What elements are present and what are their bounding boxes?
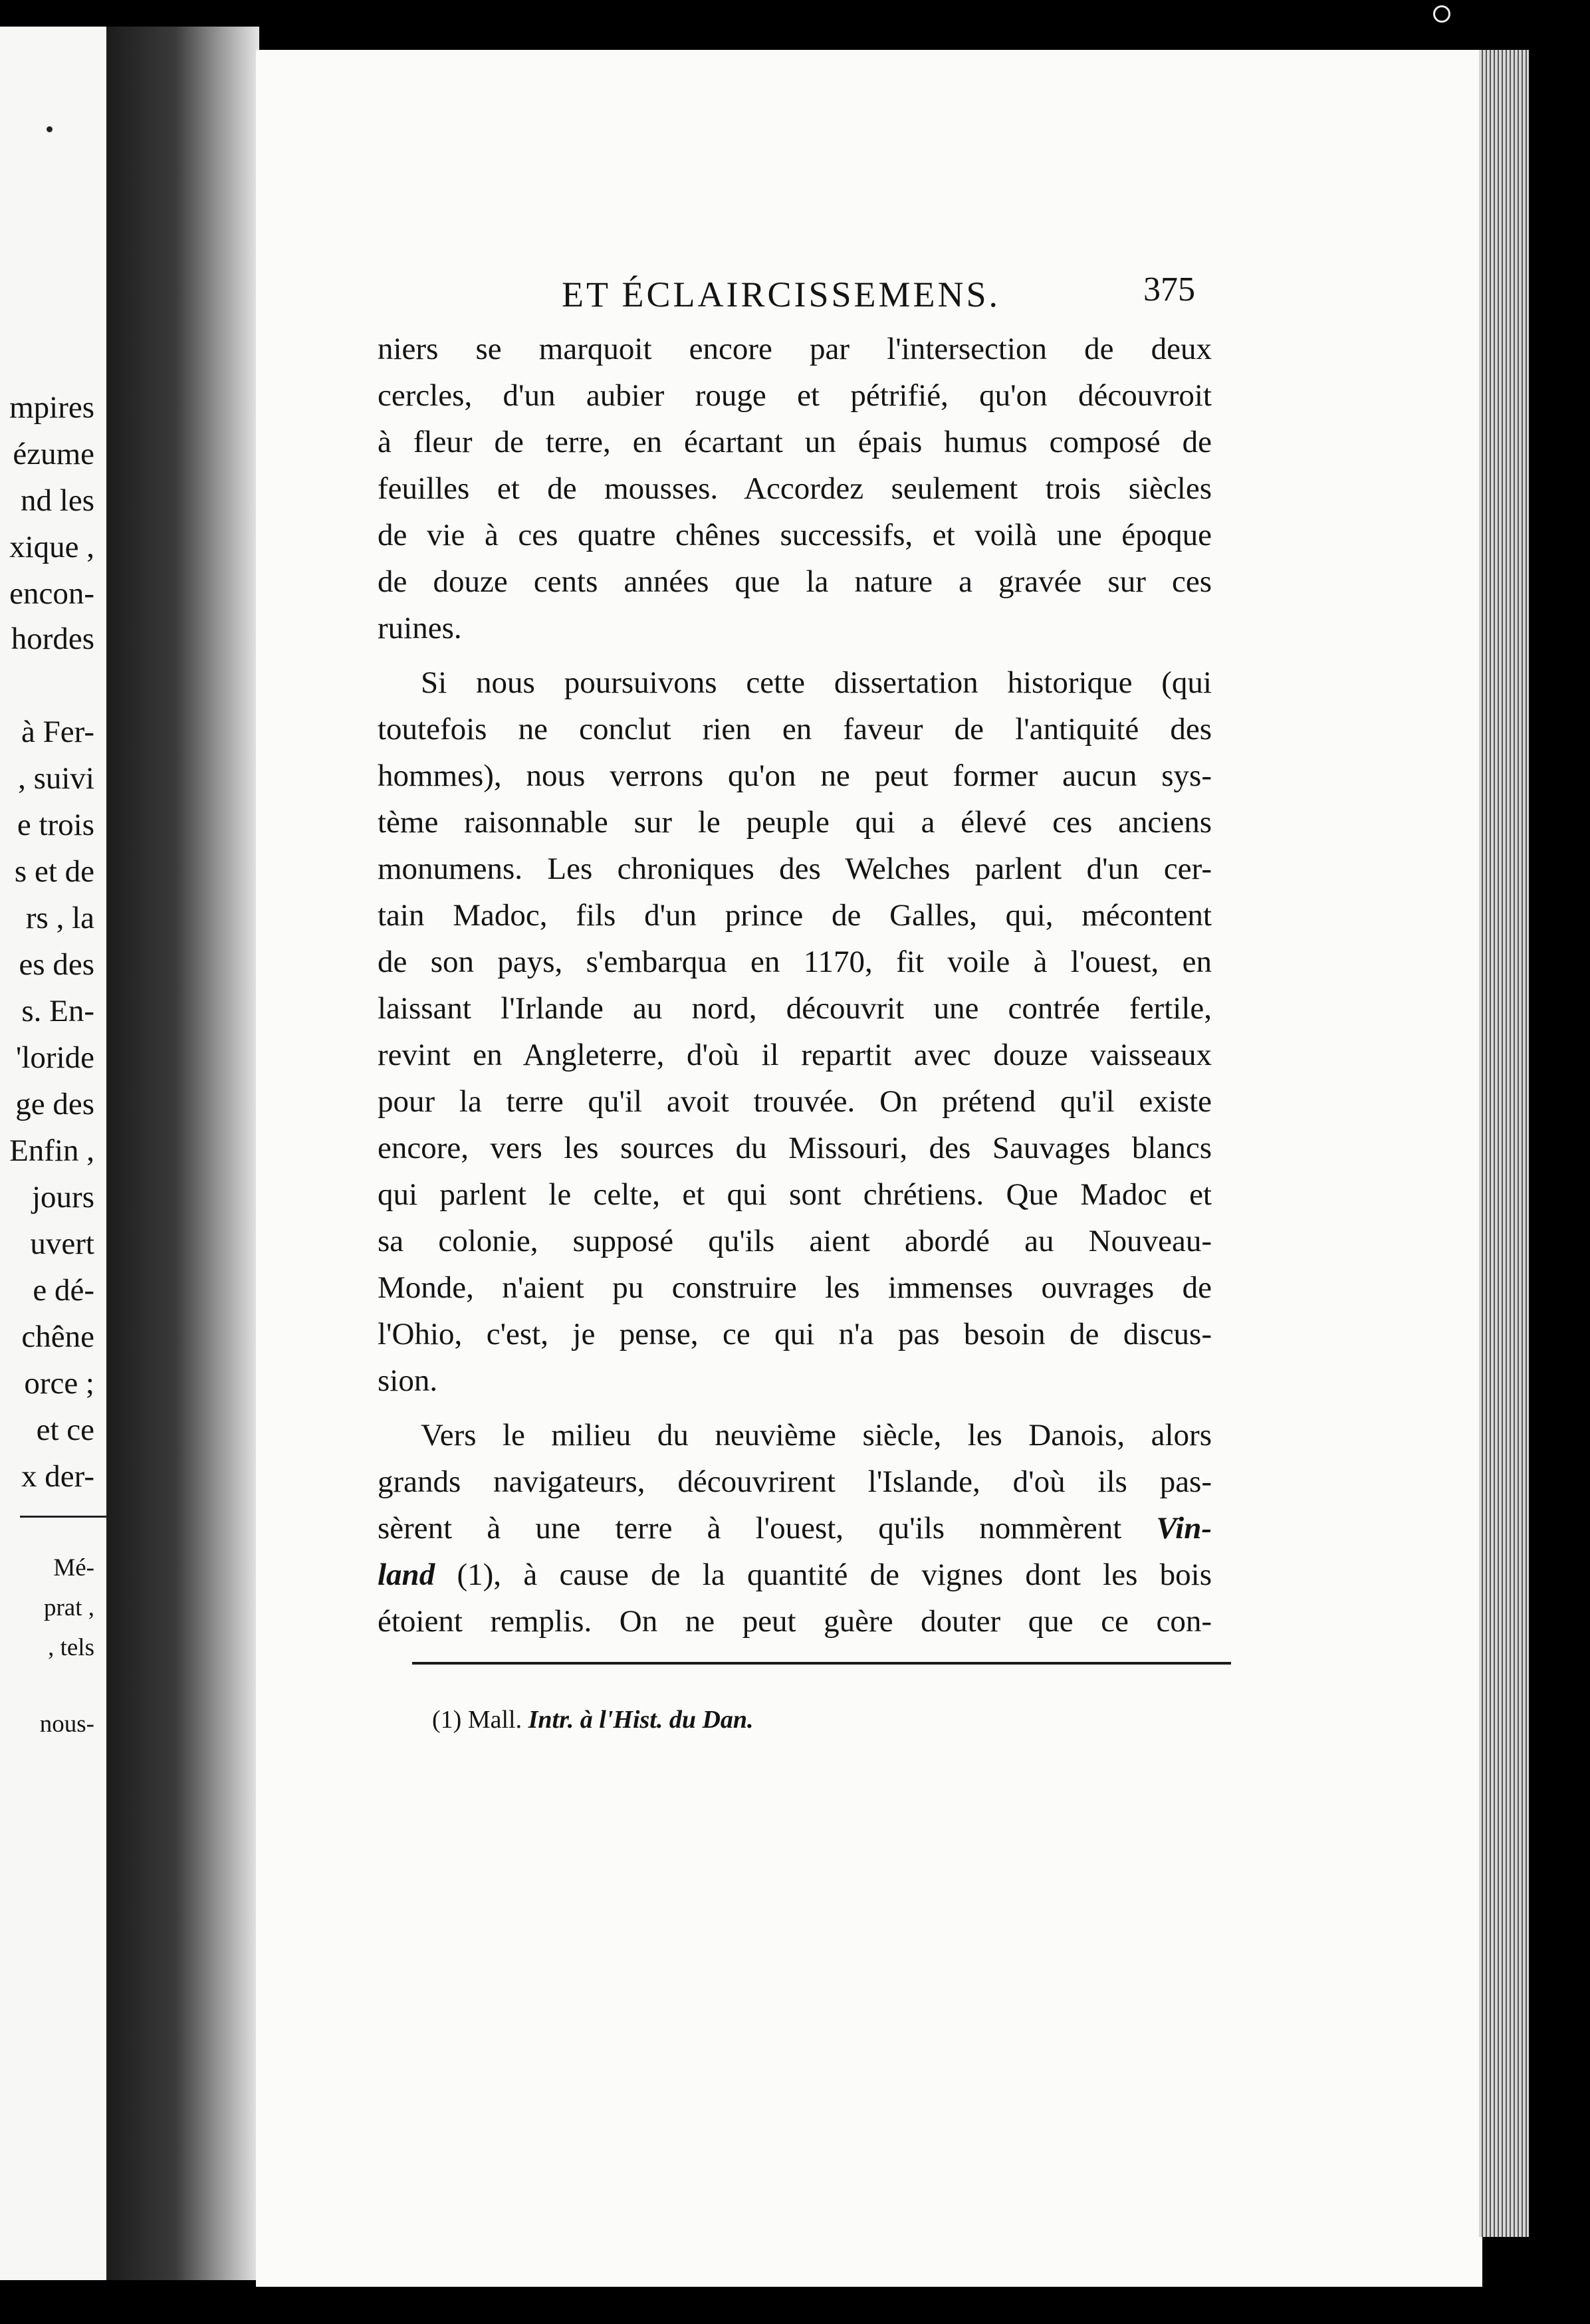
previous-page-footnote-line: Mé- [53,1554,94,1581]
text-line: hommes), nous verrons qu'on ne peut former aucun sys- [378,758,1212,793]
corner-mark [1433,5,1450,23]
text-line: encore, vers les sources du Missouri, des Sauvages blancs [378,1131,1212,1165]
footnote-marker: (1) [432,1706,462,1734]
text-line: laissant l'Irlande au nord, découvrit une contrée fertile, [378,991,1212,1026]
text-line: feuilles et de mousses. Accordez seulement trois siècles [378,471,1212,506]
previous-page-footnote-line: prat , [43,1594,94,1621]
paragraph-2 [378,659,1212,1404]
previous-page-line: encon- [9,576,94,611]
previous-page-line: ézume [13,437,94,471]
text-line: l'Ohio, c'est, je pense, ce qui n'a pas besoin de discus- [378,1317,1212,1351]
previous-page-line: ge des [15,1087,94,1121]
footnote [432,1705,754,1734]
previous-page-line: s et de [14,854,94,889]
text-line: Si nous poursuivons cette dissertation historique (qui [421,665,1212,700]
text-line: à fleur de terre, en écartant un épais humus composé de [378,425,1212,459]
footnote-author: Mall. [467,1706,522,1734]
previous-page-line: mpires [9,390,94,425]
previous-page-line: es des [19,947,94,982]
previous-page-line: xique , [9,530,94,564]
previous-page-line: jours [32,1180,94,1215]
text-line: sion. [378,1363,438,1398]
text-line: tème raisonnable sur le peuple qui a élevé ces anciens [378,805,1212,840]
text-line: grands navigateurs, découvrirent l'Islande, d'où ils pas- [378,1464,1212,1499]
text-line: qui parlent le celte, et qui sont chrétiens. Que Madoc et [378,1177,1212,1212]
previous-page-line: hordes [11,622,94,656]
text-line: cercles, d'un aubier rouge et pétrifié, qu'on découvroit [378,378,1212,413]
book-gutter [106,27,259,2280]
text-line: toutefois ne conclut rien en faveur de l'antiquité des [378,712,1212,747]
footnote-reference: Intr. à l'Hist. du Dan. [528,1706,754,1734]
previous-page-line: s. En- [21,994,94,1028]
text-line: tain Madoc, fils d'un prince de Galles, qui, mécontent [378,898,1212,933]
text-line: land (1), à cause de la quantité de vignes dont les bois [378,1558,1212,1592]
previous-page-line: e dé- [33,1273,94,1308]
previous-page-line: , suivi [18,761,94,796]
previous-page-fragment [0,27,106,2280]
text-line: Vers le milieu du neuvième siècle, les Danois, alors [421,1418,1212,1452]
text-line: sèrent à une terre à l'ouest, qu'ils nommèrent Vin- [378,1511,1212,1546]
previous-page-line: rs , la [25,901,94,935]
previous-page-line: et ce [36,1413,94,1447]
previous-page-footnote-line: , tels [48,1634,94,1661]
body-text [378,326,1212,1645]
previous-page-line: chêne [21,1320,94,1354]
previous-page-line: nd les [21,483,94,518]
previous-page-line: uvert [30,1226,94,1261]
previous-page-line: Enfin , [9,1133,94,1168]
paragraph-1 [378,326,1212,651]
text-line: de douze cents années que la nature a gravée sur ces [378,564,1212,599]
previous-page-line: orce ; [24,1366,94,1401]
text-line: monumens. Les chroniques des Welches parlent d'un cer- [378,852,1212,886]
previous-page-line: à Fer- [21,715,94,749]
previous-page-line: x der- [21,1459,94,1494]
text-line: ruines. [378,611,462,645]
text-line: étoient remplis. On ne peut guère douter que ce con- [378,1604,1212,1639]
paragraph-3 [378,1412,1212,1645]
running-head: ET ÉCLAIRCISSEMENS. [562,275,1001,314]
previous-page-line: 'loride [15,1040,94,1075]
text-line: revint en Angleterre, d'où il repartit avec douze vaisseaux [378,1038,1212,1072]
text-line: de son pays, s'embarqua en 1170, fit voile à l'ouest, en [378,945,1212,979]
ink-dot [47,126,53,132]
text-line: niers se marquoit encore par l'intersection de deux [378,332,1212,366]
previous-page-line: e trois [17,808,94,842]
text-line: pour la terre qu'il avoit trouvée. On prétend qu'il existe [378,1084,1212,1119]
previous-page-footnote-rule [20,1516,106,1518]
text-line: de vie à ces quatre chênes successifs, et voilà une époque [378,518,1212,552]
text-line: Monde, n'aient pu construire les immenses ouvrages de [378,1270,1212,1305]
page-edges [1479,50,1529,2237]
footnote-rule [412,1662,1231,1665]
text-line: sa colonie, supposé qu'ils aient abordé au Nouveau- [378,1224,1212,1258]
previous-page-footnote-line: nous- [39,1710,94,1738]
page-number: 375 [1143,271,1195,308]
